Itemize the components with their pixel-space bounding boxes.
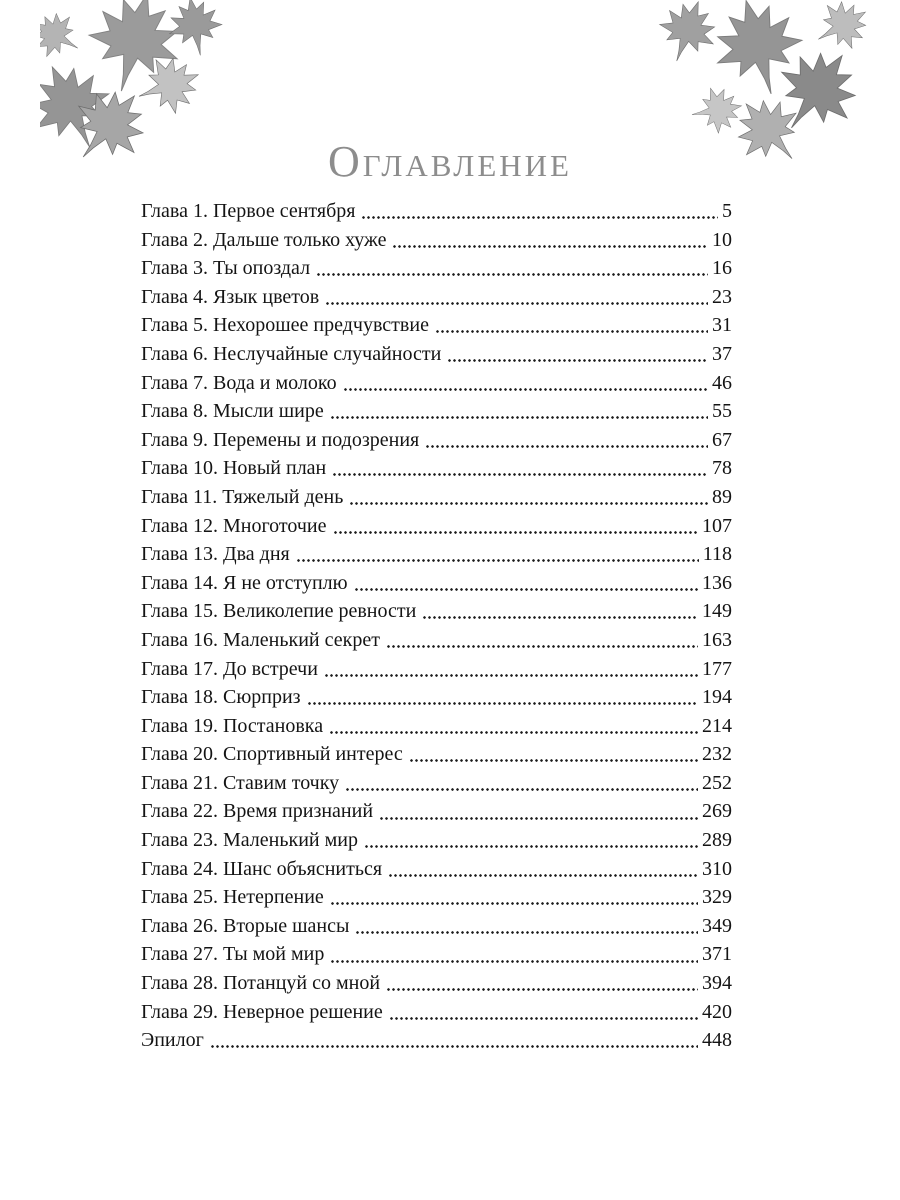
dot-leader: [386, 644, 698, 650]
entry-page-number: 420: [702, 1000, 732, 1023]
toc-entry[interactable]: [141, 569, 732, 598]
page-title: Оглавление: [328, 137, 572, 186]
toc-entry[interactable]: [141, 655, 732, 684]
toc-entry[interactable]: [141, 883, 732, 912]
toc-entry[interactable]: [141, 540, 732, 569]
entry-title: Глава 2. Дальше только хуже: [141, 228, 387, 251]
entry-title: Глава 1. Первое сентября: [141, 200, 356, 222]
entry-page-number: 78: [712, 457, 732, 480]
entry-title: Глава 24. Шанс объясниться: [141, 857, 383, 880]
entry-page-number: 46: [712, 371, 732, 394]
entry-title: Глава 29. Неверное решение: [141, 1000, 383, 1023]
entry-page-number: 149: [702, 600, 732, 623]
dot-leader: [324, 672, 698, 678]
dot-leader: [392, 243, 708, 249]
dot-leader: [316, 272, 708, 278]
entry-page-number: 67: [712, 428, 732, 451]
toc-entry[interactable]: [141, 826, 732, 855]
entry-page-number: 31: [712, 314, 732, 337]
entry-title: Глава 17. До встречи: [141, 657, 318, 680]
dot-leader: [379, 815, 698, 821]
dot-leader: [332, 472, 708, 478]
entry-page-number: 214: [702, 714, 732, 737]
entry-page-number: 23: [712, 285, 732, 308]
toc-entry[interactable]: [141, 797, 732, 826]
dot-leader: [343, 386, 708, 392]
dot-leader: [386, 987, 698, 993]
entry-page-number: 289: [702, 829, 732, 852]
dot-leader: [210, 1044, 698, 1050]
entry-page-number: 5: [722, 200, 732, 222]
entry-title: Глава 16. Маленький секрет: [141, 628, 380, 651]
entry-page-number: 448: [702, 1029, 732, 1052]
entry-title: Глава 10. Новый план: [141, 457, 327, 480]
toc-entry[interactable]: [141, 512, 732, 541]
toc-entry[interactable]: [141, 912, 732, 941]
entry-page-number: 55: [712, 400, 732, 423]
entry-title: Глава 14. Я не отступлю: [141, 571, 348, 594]
toc-entry[interactable]: [141, 254, 732, 283]
entry-page-number: 232: [702, 743, 732, 766]
toc-entry[interactable]: [141, 454, 732, 483]
dot-leader: [296, 558, 699, 564]
toc-entry[interactable]: [141, 940, 732, 969]
entry-page-number: 371: [702, 943, 732, 966]
dot-leader: [354, 586, 698, 592]
toc-entry[interactable]: [141, 998, 732, 1027]
toc-entry[interactable]: [141, 1026, 732, 1055]
dot-leader: [345, 786, 698, 792]
entry-page-number: 107: [702, 514, 732, 537]
entry-title: Глава 18. Сюрприз: [141, 686, 301, 709]
entry-page-number: 136: [702, 571, 732, 594]
toc-entry[interactable]: [141, 226, 732, 255]
dot-leader: [307, 701, 698, 707]
entry-title: Глава 28. Потанцуй со мной: [141, 972, 381, 995]
entry-page-number: 269: [702, 800, 732, 823]
entry-title: Глава 8. Мысли шире: [141, 400, 324, 423]
toc-entry[interactable]: [141, 197, 732, 226]
entry-title: Глава 21. Ставим точку: [141, 771, 340, 794]
toc-entry[interactable]: [141, 769, 732, 798]
dot-leader: [388, 872, 698, 878]
entry-title: Глава 13. Два дня: [141, 543, 290, 566]
dot-leader: [361, 215, 718, 221]
entry-title: Глава 3. Ты опоздал: [141, 257, 311, 280]
table-of-contents: [141, 197, 732, 1055]
toc-entry[interactable]: [141, 483, 732, 512]
dot-leader: [330, 901, 698, 907]
dot-leader: [447, 358, 708, 364]
entry-title: Эпилог: [141, 1029, 204, 1052]
entry-page-number: 118: [702, 543, 732, 566]
dot-leader: [330, 958, 698, 964]
dot-leader: [425, 443, 708, 449]
toc-entry[interactable]: [141, 683, 732, 712]
entry-title: Глава 12. Многоточие: [141, 514, 327, 537]
entry-title: Глава 6. Неслучайные случайности: [141, 342, 442, 365]
entry-title: Глава 19. Постановка: [141, 714, 324, 737]
entry-page-number: 16: [712, 257, 732, 280]
entry-title: Глава 25. Нетерпение: [141, 886, 324, 909]
entry-page-number: 89: [712, 485, 732, 508]
toc-entry[interactable]: [141, 969, 732, 998]
dot-leader: [409, 758, 698, 764]
dot-leader: [349, 501, 708, 507]
toc-entry[interactable]: [141, 283, 732, 312]
dot-leader: [333, 529, 699, 535]
toc-entry[interactable]: [141, 597, 732, 626]
entry-page-number: 177: [702, 657, 732, 680]
toc-entry[interactable]: [141, 340, 732, 369]
dot-leader: [389, 1015, 698, 1021]
toc-entry[interactable]: [141, 397, 732, 426]
entry-page-number: 194: [702, 686, 732, 709]
entry-page-number: 163: [702, 628, 732, 651]
entry-page-number: 349: [702, 914, 732, 937]
dot-leader: [325, 300, 708, 306]
entry-title: Глава 22. Время признаний: [141, 800, 374, 823]
toc-entry[interactable]: [141, 855, 732, 884]
entry-title: Глава 20. Спортивный интерес: [141, 743, 403, 766]
dot-leader: [355, 929, 698, 935]
entry-page-number: 252: [702, 771, 732, 794]
dot-leader: [422, 615, 698, 621]
entry-page-number: 10: [712, 228, 732, 251]
dot-leader: [330, 415, 708, 421]
entry-page-number: 310: [702, 857, 732, 880]
entry-title: Глава 27. Ты мой мир: [141, 943, 325, 966]
entry-title: Глава 23. Маленький мир: [141, 829, 358, 852]
entry-page-number: 329: [702, 886, 732, 909]
entry-title: Глава 5. Нехорошее предчувствие: [141, 314, 429, 337]
toc-entry[interactable]: [141, 740, 732, 769]
toc-entry[interactable]: [141, 712, 732, 741]
entry-title: Глава 11. Тяжелый день: [141, 485, 344, 508]
entry-page-number: 37: [712, 342, 732, 365]
entry-title: Глава 9. Перемены и подозрения: [141, 428, 420, 451]
toc-entry[interactable]: [141, 626, 732, 655]
dot-leader: [364, 844, 698, 850]
entry-title: Глава 26. Вторые шансы: [141, 914, 350, 937]
entry-title: Глава 15. Великолепие ревности: [141, 600, 417, 623]
toc-entry[interactable]: [141, 311, 732, 340]
entry-title: Глава 4. Язык цветов: [141, 285, 320, 308]
toc-entry[interactable]: [141, 426, 732, 455]
dot-leader: [435, 329, 708, 335]
entry-title: Глава 7. Вода и молоко: [141, 371, 337, 394]
toc-entry[interactable]: [141, 369, 732, 398]
entry-page-number: 394: [702, 972, 732, 995]
dot-leader: [329, 729, 698, 735]
